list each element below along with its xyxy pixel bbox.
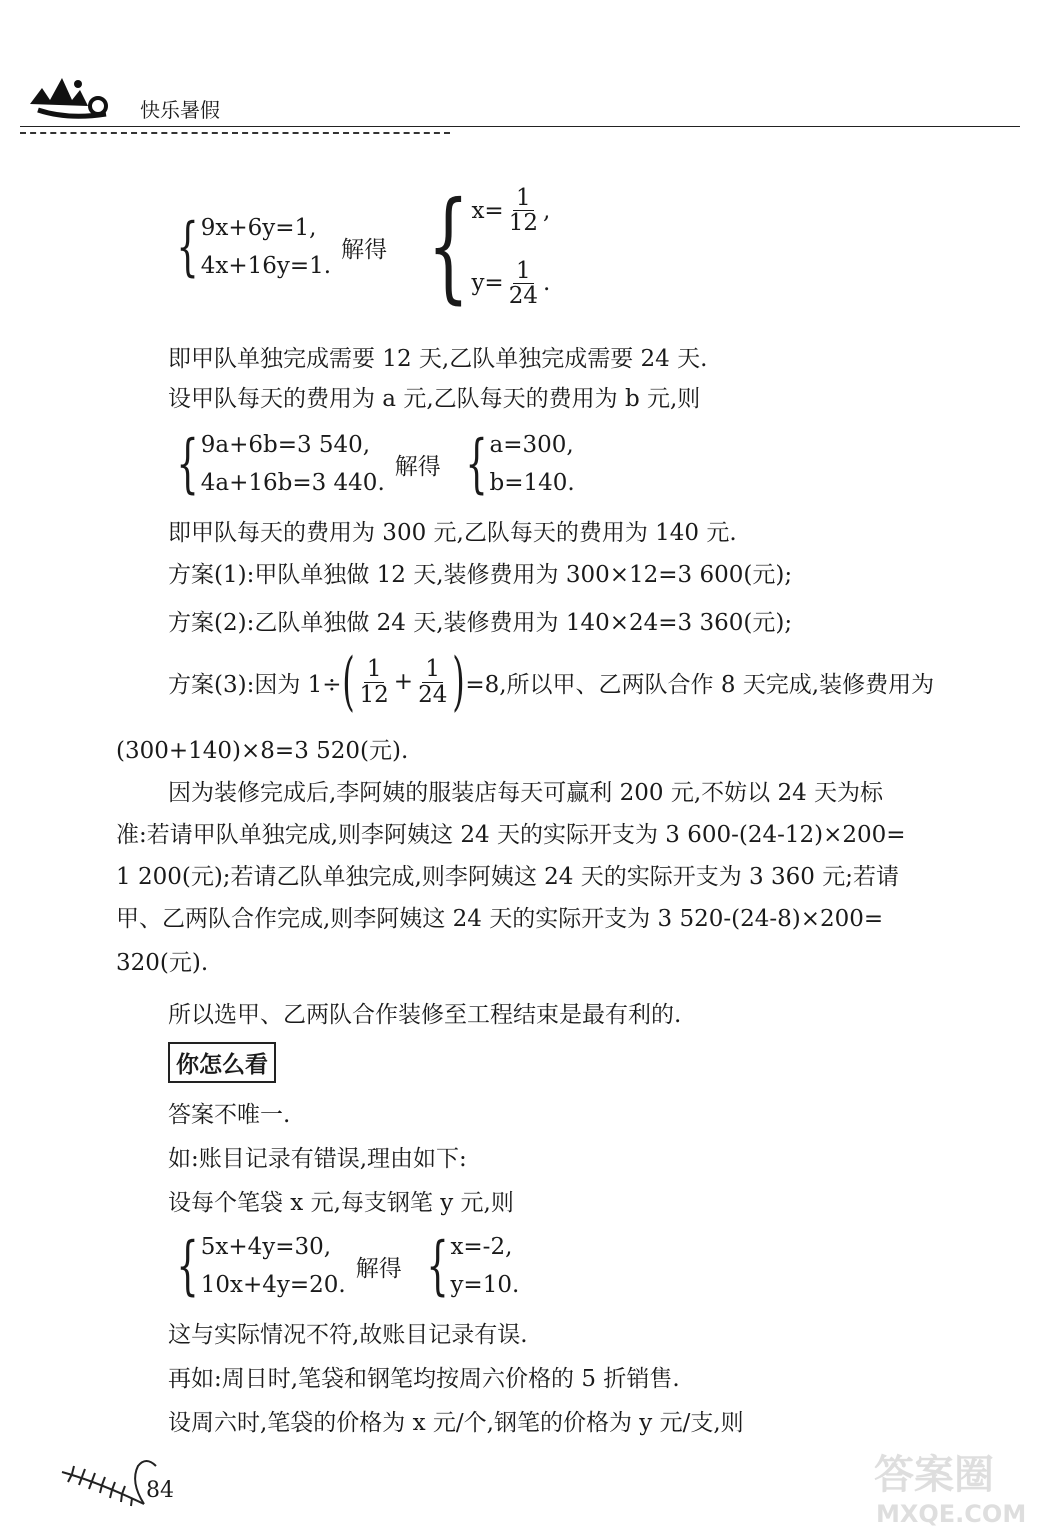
equation-system-3 [158, 1229, 520, 1303]
system-equations [201, 432, 385, 496]
fraction: $\frac{1}{24}$ [508, 257, 538, 309]
solve-label: 解得 [341, 236, 388, 263]
text-line: 设周六时,笔袋的价格为 x 元/个,钢笔的价格为 y 元/支,则 [168, 1410, 744, 1436]
system-equations [201, 215, 331, 279]
equation: 9x+6y=1, [200, 215, 317, 241]
equation: 4x+16y=1. [200, 253, 332, 279]
section-heading: 你怎么看 [168, 1042, 276, 1083]
equation: 10x+4y=20. [200, 1272, 346, 1298]
header-rule [20, 126, 1020, 127]
paragraph-line: 准:若请甲队单独完成,则李阿姨这 24 天的实际开支为 3 600-(24-12)×200= [116, 822, 906, 848]
system-solutions [450, 1234, 519, 1298]
paragraph-line: 320(元). [116, 950, 209, 976]
solution: y=10. [450, 1272, 520, 1298]
equation-system-2 [158, 427, 575, 501]
solution: a=300, [489, 432, 574, 458]
header-title: 快乐暑假 [140, 98, 220, 122]
conclusion-line: 所以选甲、乙两队合作装修至工程结束是最有利的. [168, 1002, 682, 1028]
equation: 9a+6b=3 540, [200, 432, 371, 458]
left-brace: { [176, 1229, 199, 1303]
text-line: 即甲队单独完成需要 12 天,乙队单独完成需要 24 天. [168, 346, 708, 372]
text-line: 方案(2):乙队单独做 24 天,装修费用为 140×24=3 360(元); [168, 610, 793, 636]
solution-x: x= $\frac{1}{12}$ , [471, 185, 551, 237]
paragraph-line: 因为装修完成后,李阿姨的服装店每天可赢利 200 元,不妨以 24 天为标 [168, 780, 884, 806]
equation: 5x+4y=30, [200, 1234, 332, 1260]
equation-system-1 [158, 177, 551, 316]
fraction: $\frac{1}{12}$ [508, 185, 538, 237]
solve-label: 解得 [355, 1255, 402, 1282]
left-brace: { [465, 427, 488, 501]
text-line: 答案不唯一. [168, 1102, 291, 1128]
text-line: 设每个笔袋 x 元,每支钢笔 y 元,则 [168, 1190, 514, 1216]
fraction: $\frac{1}{12}$ [359, 656, 389, 708]
watermark-top-text: 答案圈 [874, 1452, 994, 1498]
text-line: 设甲队每天的费用为 a 元,乙队每天的费用为 b 元,则 [168, 386, 701, 412]
text-line: 方案(1):甲队单独做 12 天,装修费用为 300×12=3 600(元); [168, 562, 793, 588]
header-logo-icon [28, 70, 118, 120]
left-brace: { [426, 1229, 449, 1303]
left-brace: { [176, 210, 199, 284]
watermark-bottom-text: MXQE.COM [876, 1500, 1027, 1528]
text-line: 再如:周日时,笔袋和钢笔均按周六价格的 5 折销售. [168, 1366, 680, 1392]
solve-label: 解得 [394, 453, 441, 480]
paragraph-line: 1 200(元);若请乙队单独完成,则李阿姨这 24 天的实际开支为 3 360 元;若请 [116, 864, 899, 890]
system-solutions [489, 432, 574, 496]
solution-y: y= $\frac{1}{24}$ . [471, 257, 551, 309]
fraction: $\frac{1}{24}$ [418, 656, 448, 708]
text-line: 这与实际情况不符,故账目记录有误. [168, 1322, 528, 1348]
solution: b=140. [489, 470, 575, 496]
system-solutions [471, 186, 550, 308]
paragraph-line: 甲、乙两队合作完成,则李阿姨这 24 天的实际开支为 3 520-(24-8)×200= [116, 906, 884, 932]
solution: x=-2, [450, 1234, 513, 1260]
header-dashed-rule [20, 132, 450, 134]
text-line-plan-3: 方案(3):因为 1÷ ( $\frac{1}{12}$ + $\frac{1}{24}$ ) =8,所以甲、乙两队合作 8 天完成,装修费用为 [168, 645, 935, 719]
left-brace: { [427, 177, 470, 316]
left-brace: { [176, 427, 199, 501]
equation: 4a+16b=3 440. [200, 470, 385, 496]
page-number: 84 [146, 1478, 174, 1503]
text-line: 如:账目记录有错误,理由如下: [168, 1146, 467, 1172]
watermark-logo [870, 1444, 1035, 1530]
system-equations [201, 1234, 346, 1298]
text-line: 即甲队每天的费用为 300 元,乙队每天的费用为 140 元. [168, 520, 737, 546]
text-line: (300+140)×8=3 520(元). [116, 738, 409, 764]
